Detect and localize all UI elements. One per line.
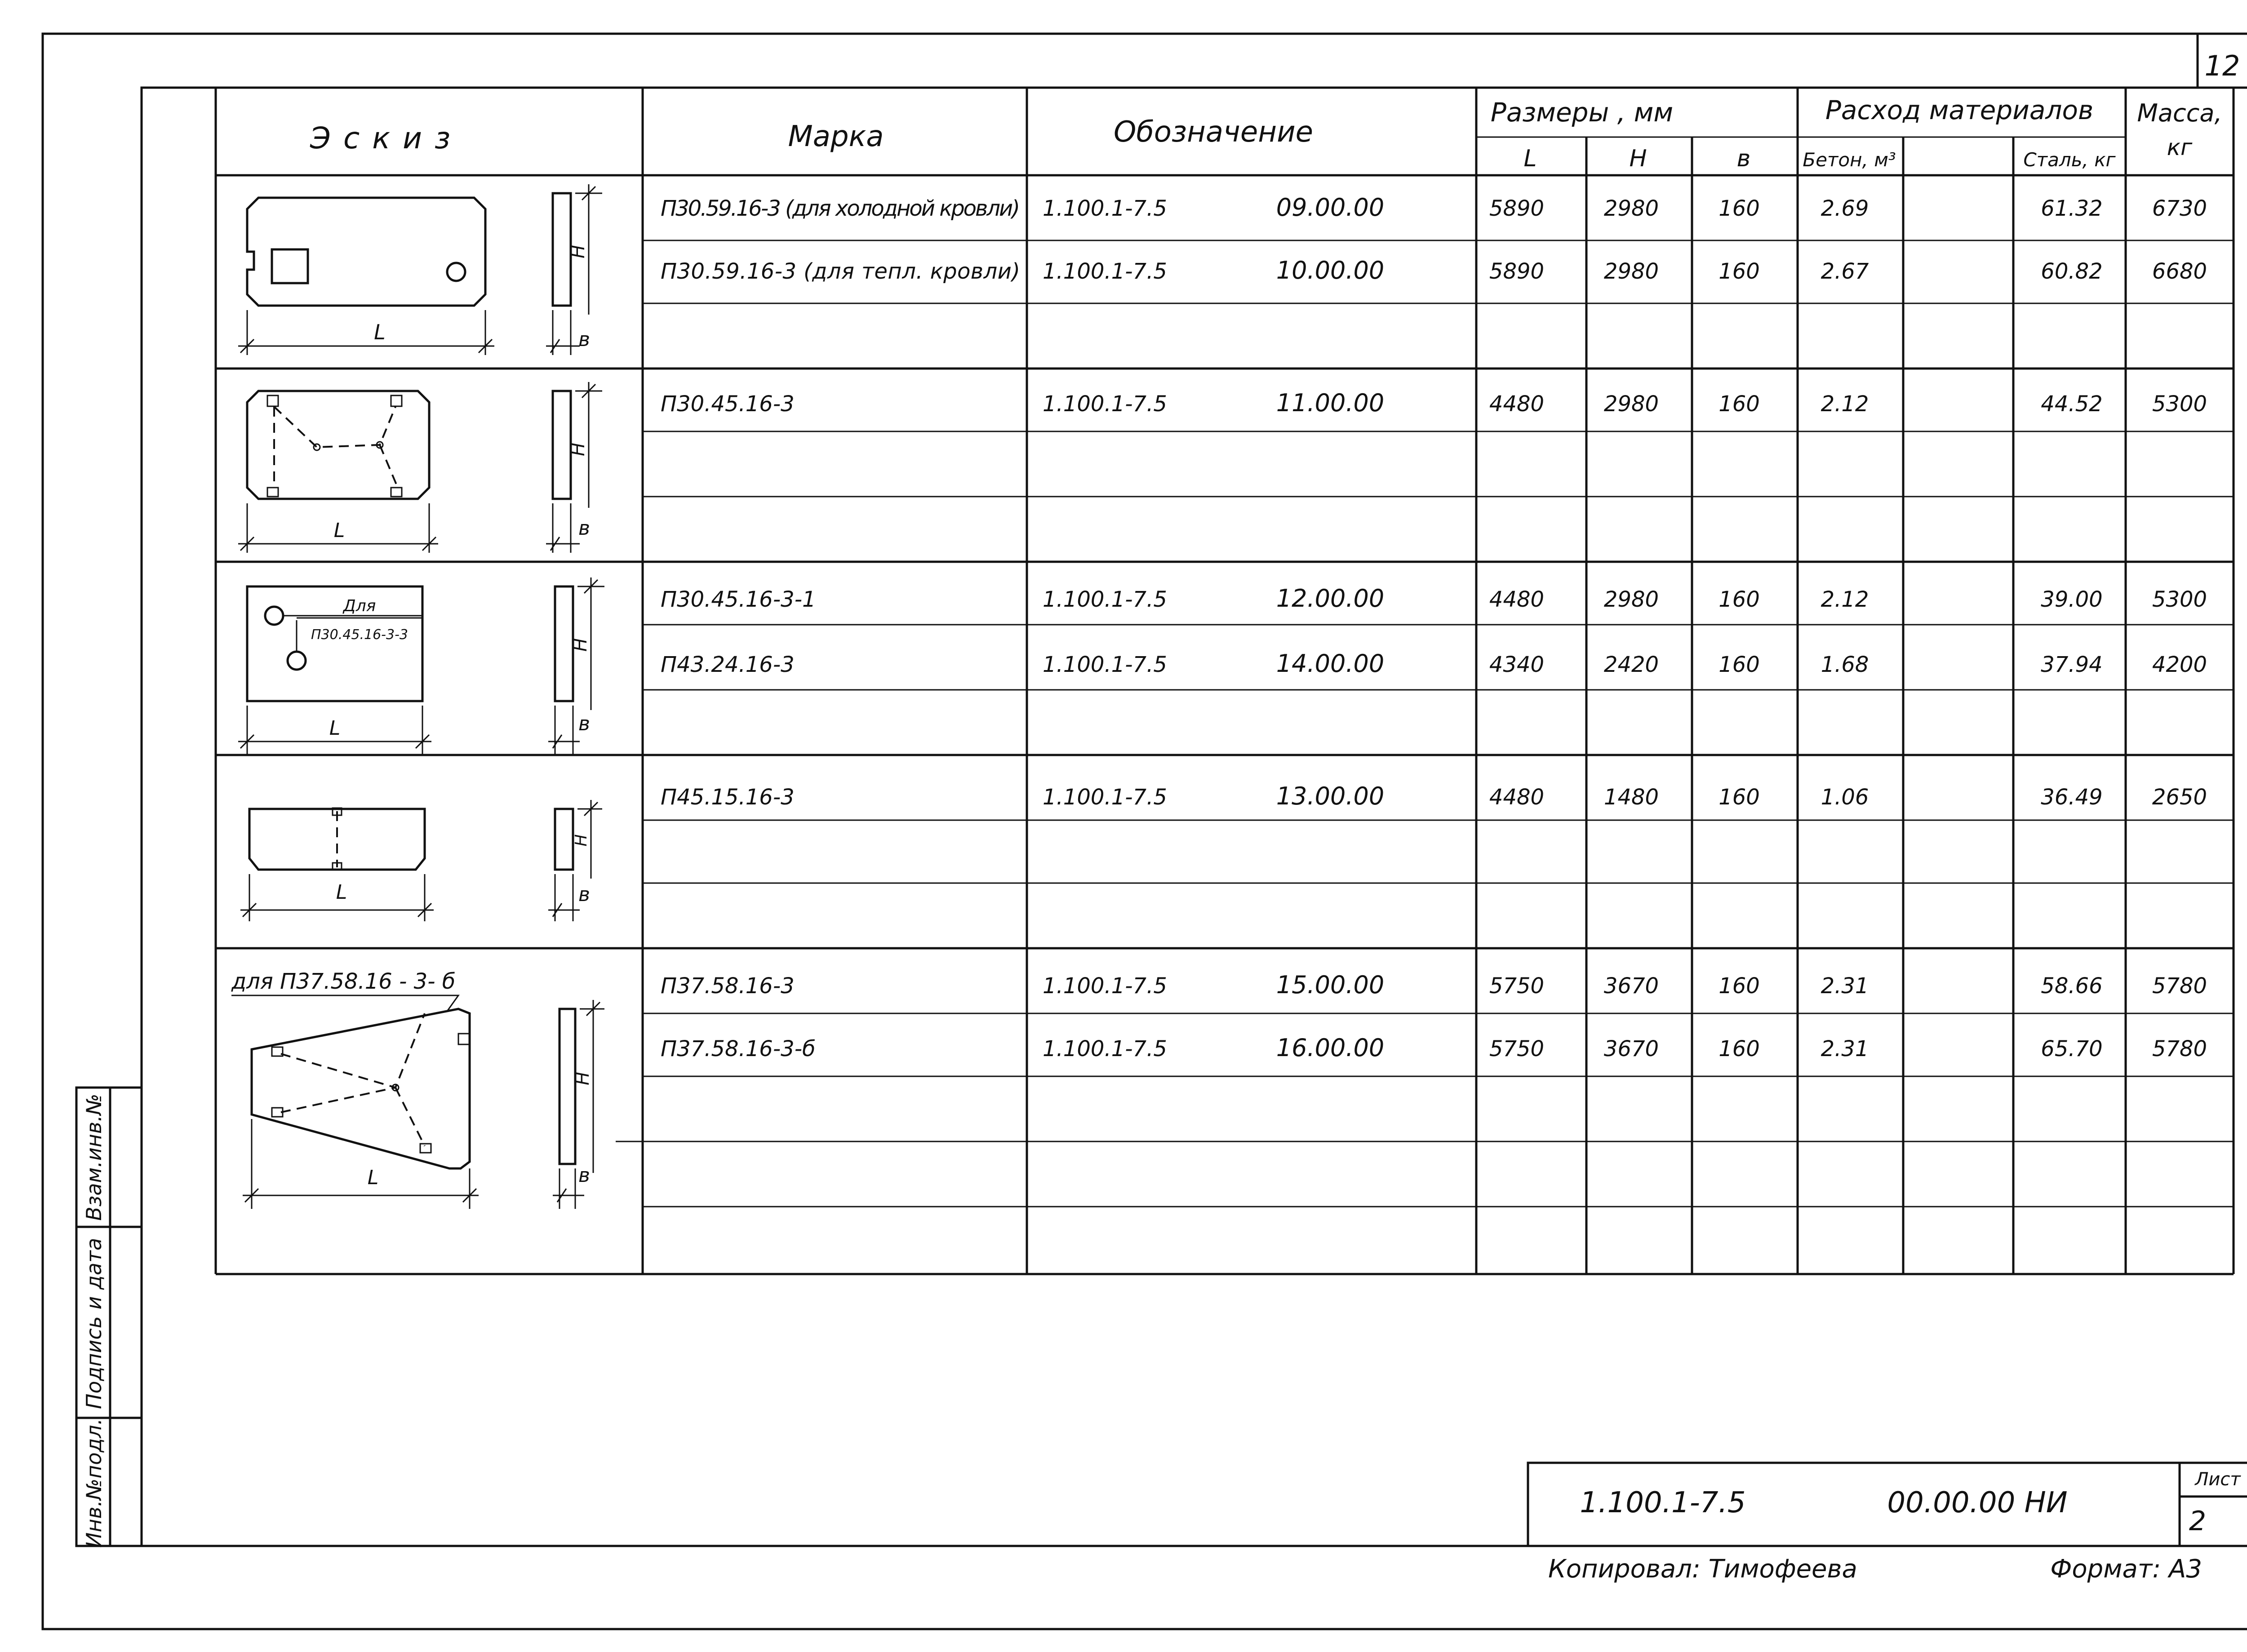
cell-length: 5750 [1489, 973, 1545, 999]
cell-mark: П45.15.16-3 [661, 785, 795, 810]
sketch-slab-p30-45-1 [238, 577, 604, 755]
sketch-slab-p30-59 [238, 184, 602, 355]
cell-mass: 5300 [2152, 587, 2207, 612]
table-row [661, 389, 2207, 417]
header-dim-h: H [1629, 145, 1647, 172]
cell-code: 10.00.00 [1276, 256, 1385, 284]
cell-series: 1.100.1-7.5 [1043, 391, 1167, 417]
cell-mark: П30.45.16-3-1 [661, 587, 816, 612]
cell-series: 1.100.1-7.5 [1043, 196, 1167, 221]
cell-steel: 58.66 [2041, 973, 2103, 999]
cell-mark: П30.45.16-3 [661, 391, 795, 417]
svg-text:Для: Для [343, 597, 376, 615]
table-row [661, 971, 2207, 999]
cell-code: 12.00.00 [1276, 584, 1385, 613]
header-dim-l: L [1523, 145, 1537, 172]
svg-text:H: H [572, 834, 591, 847]
sketch-slab-p45-15 [240, 800, 602, 921]
cell-mass: 4200 [2152, 652, 2207, 677]
cell-width: 160 [1719, 259, 1760, 284]
svg-text:H: H [570, 638, 591, 652]
cell-series: 1.100.1-7.5 [1043, 785, 1167, 810]
svg-text:H: H [573, 1071, 593, 1086]
cell-steel: 44.52 [2041, 391, 2103, 417]
cell-concrete: 2.12 [1821, 587, 1869, 612]
cell-steel: 60.82 [2041, 259, 2103, 284]
table-row [661, 584, 2207, 613]
cell-code: 11.00.00 [1276, 389, 1385, 417]
cell-concrete: 1.68 [1821, 652, 1869, 677]
cell-width: 160 [1719, 391, 1760, 417]
cell-length: 4480 [1489, 587, 1545, 612]
header-designation: Обозначение [1113, 115, 1314, 149]
sketch-slab-p30-45 [238, 382, 602, 553]
cell-height: 2980 [1603, 196, 1659, 221]
header-mark: Марка [788, 120, 884, 153]
cell-code: 16.00.00 [1276, 1034, 1385, 1062]
cell-mass: 2650 [2152, 785, 2207, 810]
cell-code: 14.00.00 [1276, 649, 1385, 678]
svg-text:в: в [578, 328, 590, 351]
cell-mark: П37.58.16-3-б [661, 1036, 816, 1061]
title-block [1528, 1463, 2247, 1546]
cell-height: 2980 [1603, 391, 1659, 417]
cell-height: 2980 [1603, 587, 1659, 612]
cell-steel: 65.70 [2041, 1036, 2103, 1061]
svg-text:в: в [578, 712, 590, 735]
table-row [661, 256, 2207, 284]
header-mass-line2: кг [2167, 134, 2193, 160]
stamp-inv-original: Инв.№подл. [82, 1418, 106, 1548]
cell-length: 5890 [1489, 259, 1545, 284]
title-sheet-label: Лист [2195, 1469, 2241, 1490]
footer-copied-by: Копировал: Тимофеева [1548, 1554, 1857, 1584]
svg-text:П30.45.16-3-3: П30.45.16-3-3 [311, 627, 408, 643]
cell-code: 09.00.00 [1276, 193, 1385, 222]
cell-length: 4340 [1489, 652, 1545, 677]
cell-mass: 5780 [2152, 1036, 2207, 1061]
cell-mark: П43.24.16-3 [661, 652, 795, 677]
cell-height: 2420 [1603, 652, 1659, 677]
svg-text:в: в [578, 883, 590, 906]
cell-width: 160 [1719, 587, 1760, 612]
cell-concrete: 1.06 [1821, 785, 1869, 810]
cell-concrete: 2.69 [1821, 196, 1869, 221]
cell-width: 160 [1719, 652, 1760, 677]
cell-width: 160 [1719, 785, 1760, 810]
cell-concrete: 2.12 [1821, 391, 1869, 417]
header-mass-line1: Масса, [2137, 99, 2222, 127]
table-row [661, 1034, 2207, 1062]
spec-table-grid [216, 88, 2234, 1274]
cell-mass: 5300 [2152, 391, 2207, 417]
header-sketch: Эскиз [310, 121, 463, 155]
cell-length: 5750 [1489, 1036, 1545, 1061]
cell-steel: 36.49 [2041, 785, 2103, 810]
table-rows [661, 193, 2207, 1062]
cell-length: 4480 [1489, 391, 1545, 417]
header-concrete: Бетон, м³ [1803, 149, 1896, 171]
cell-length: 4480 [1489, 785, 1545, 810]
svg-text:L: L [333, 519, 345, 542]
title-sheet-number: 2 [2189, 1505, 2207, 1537]
cell-mark: П30.59.16-3 (для тепл. кровли) [661, 259, 1020, 284]
cell-height: 3670 [1603, 973, 1659, 999]
cell-mass: 6680 [2152, 259, 2207, 284]
cell-code: 15.00.00 [1276, 971, 1385, 999]
cell-height: 1480 [1603, 785, 1659, 810]
cell-mark: П37.58.16-3 [661, 973, 795, 999]
stamp-signature-date: Подпись и дата [82, 1238, 106, 1409]
svg-text:L: L [336, 881, 347, 904]
title-series: 1.100.1-7.5 [1580, 1486, 1746, 1519]
cell-steel: 39.00 [2041, 587, 2103, 612]
cell-mass: 5780 [2152, 973, 2207, 999]
cell-height: 2980 [1603, 259, 1659, 284]
header-steel: Сталь, кг [2023, 149, 2116, 171]
group5-note: для П37.58.16 - 3- б [231, 969, 456, 994]
header-dim-b: в [1736, 145, 1751, 172]
header-materials: Расход материалов [1825, 95, 2094, 125]
cell-mass: 6730 [2152, 196, 2207, 221]
cell-series: 1.100.1-7.5 [1043, 587, 1167, 612]
cell-height: 3670 [1603, 1036, 1659, 1061]
svg-text:L: L [374, 320, 386, 344]
cell-steel: 37.94 [2041, 652, 2103, 677]
cell-code: 13.00.00 [1276, 782, 1385, 810]
svg-text:H: H [568, 244, 589, 259]
cell-steel: 61.32 [2041, 196, 2103, 221]
svg-text:в: в [578, 517, 590, 540]
cell-series: 1.100.1-7.5 [1043, 973, 1167, 999]
cell-concrete: 2.31 [1821, 1036, 1869, 1061]
cell-series: 1.100.1-7.5 [1043, 259, 1167, 284]
stamp-replaces-inv: Взам.инв.№ [82, 1093, 106, 1221]
footer-format: Формат: А3 [2050, 1554, 2202, 1584]
table-row [661, 782, 2207, 810]
cell-width: 160 [1719, 1036, 1760, 1061]
sketch-slab-p37-58 [231, 969, 643, 1209]
header-dimensions: Размеры , мм [1490, 97, 1674, 128]
svg-text:L: L [329, 717, 341, 740]
cell-series: 1.100.1-7.5 [1043, 652, 1167, 677]
corner-number: 12 [2204, 49, 2240, 82]
table-row [661, 649, 2207, 678]
table-row [661, 193, 2207, 222]
cell-mark: П30.59.16-3 (для холодной кровли) [661, 196, 1020, 221]
cell-concrete: 2.67 [1821, 259, 1869, 284]
cell-width: 160 [1719, 973, 1760, 999]
side-stamp [76, 1088, 142, 1548]
title-code: 00.00.00 НИ [1887, 1486, 2068, 1519]
cell-length: 5890 [1489, 196, 1545, 221]
svg-text:в: в [578, 1164, 590, 1187]
cell-concrete: 2.31 [1821, 973, 1869, 999]
svg-text:H: H [568, 442, 589, 457]
cell-series: 1.100.1-7.5 [1043, 1036, 1167, 1061]
cell-width: 160 [1719, 196, 1760, 221]
svg-text:L: L [367, 1166, 379, 1189]
